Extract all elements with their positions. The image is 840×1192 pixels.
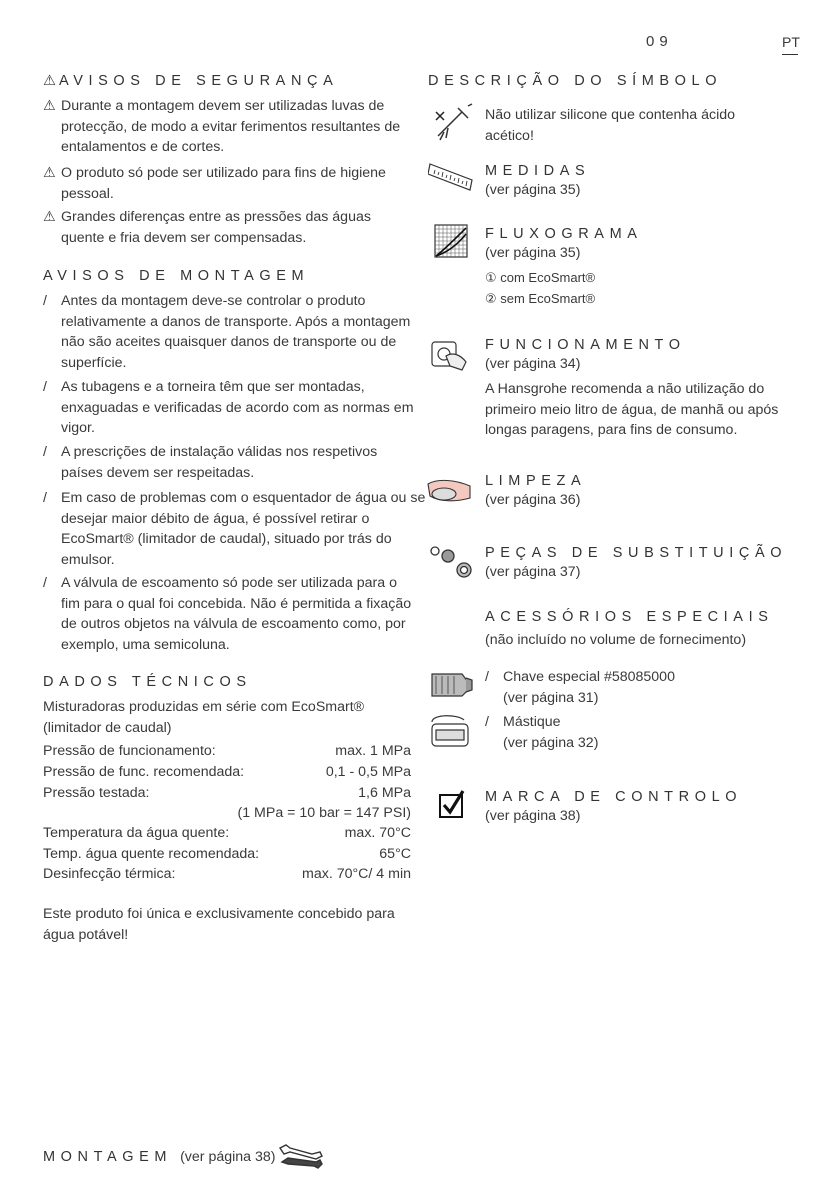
acess-item: [485, 667, 803, 708]
warning-icon: ⚠: [43, 209, 56, 225]
controlo-heading: MARCA DE CONTROLO: [485, 789, 743, 805]
pecas-heading: PEÇAS DE SUBSTITUIÇÃO: [485, 545, 788, 561]
hand-operating-icon: [430, 336, 470, 372]
bullet-slash: /: [43, 379, 47, 395]
medidas-heading: MEDIDAS: [485, 163, 591, 179]
mounting-heading: MONTAGEM: [43, 1149, 173, 1165]
pecas-ref: (ver página 37): [485, 564, 581, 580]
acess-item: [485, 712, 803, 753]
safety-item: ⚠ Grandes diferenças entre as pressões das águas quente e fria devem ser compensadas.: [43, 209, 371, 246]
assembly-item: / A prescrições de instalação válidas nos respetivos países devem ser respeitadas.: [43, 444, 378, 481]
limpeza-ref: (ver página 36): [485, 492, 581, 508]
func-heading: FUNCIONAMENTO: [485, 337, 686, 353]
tech-row: Pressão de func. recomendada: 0,1 - 0,5 MPa: [43, 764, 411, 780]
acess-ref: (não incluído no volume de fornecimento): [485, 632, 747, 648]
wrench-tools-icon: [276, 1142, 324, 1172]
putty-tin-icon: [428, 712, 474, 750]
tech-row: Pressão de funcionamento: max. 1 MPa: [43, 743, 411, 759]
bullet-slash: /: [485, 669, 489, 685]
controlo-ref: (ver página 38): [485, 808, 581, 824]
flow-ref: (ver página 35): [485, 245, 581, 261]
safety-item: ⚠ Durante a montagem devem ser utilizadas luvas de protecção, de modo a evitar ferimentos resultantes de entalamentos e de cortes.: [43, 98, 401, 155]
tech-row: Pressão testada: 1,6 MPa: [43, 785, 411, 801]
page-number: 09: [646, 33, 673, 50]
mounting-ref: (ver página 38): [180, 1149, 276, 1165]
func-text: A Hansgrohe recomenda a não utilização do primeiro meio litro de água, de manhã ou após longas paragens, para fins de consumo.: [485, 381, 779, 438]
assembly-item: / A válvula de escoamento só pode ser utilizada para o fim para o qual foi concebida. Não é permitida a fixação de outros objetos na válvula de escoamento como, por exemplo, uma semicoluna.: [43, 575, 412, 653]
tech-row: Temp. água quente recomendada: 65°C: [43, 846, 411, 862]
tech-row: Temperatura da água quente: max. 70°C: [43, 825, 411, 841]
language-underline: [782, 54, 798, 55]
bullet-slash: /: [43, 490, 47, 506]
safety-heading: ⚠ AVISOS DE SEGURANÇA: [43, 73, 339, 89]
mounting-footer: [43, 1147, 276, 1168]
tech-intro: Misturadoras produzidas em série com EcoSmart® (limitador de caudal): [43, 699, 365, 736]
bullet-slash: /: [43, 444, 47, 460]
tech-heading: DADOS TÉCNICOS: [43, 674, 252, 690]
bullet-slash: /: [43, 575, 47, 591]
warning-icon: ⚠: [43, 73, 56, 89]
acess-heading: ACESSÓRIOS ESPECIAIS: [485, 609, 774, 625]
tech-note: Este produto foi única e exclusivamente concebido para água potável!: [43, 906, 395, 943]
safety-item: ⚠ O produto só pode ser utilizado para fins de higiene pessoal.: [43, 165, 386, 202]
tech-row: (1 MPa = 10 bar = 147 PSI): [237, 805, 411, 821]
func-ref: (ver página 34): [485, 356, 581, 372]
acess-item-ref: (ver página 31): [503, 689, 599, 706]
flow-option-1: ① com EcoSmart®: [485, 270, 596, 285]
symbols-heading: DESCRIÇÃO DO SÍMBOLO: [428, 73, 723, 89]
tech-row: Desinfecção térmica: max. 70°C/ 4 min: [43, 866, 411, 882]
assembly-heading: AVISOS DE MONTAGEM: [43, 268, 310, 284]
bullet-slash: /: [485, 714, 489, 730]
language-code: PT: [782, 34, 800, 50]
assembly-item: / Antes da montagem deve-se controlar o produto relativamente a danos de transporte. Após a montagem não são aceites quaisquer danos de transporte ou de superfície.: [43, 293, 411, 371]
bullet-slash: /: [43, 293, 47, 309]
silicone-text: Não utilizar silicone que contenha ácido acético!: [485, 107, 736, 144]
ruler-icon: [428, 160, 474, 194]
assembly-item: / As tubagens e a torneira têm que ser montadas, enxaguadas e verificadas de acordo com as normas em vigor.: [43, 379, 414, 436]
spare-parts-icon: [428, 542, 474, 578]
flow-chart-icon: [434, 224, 468, 258]
warning-icon: ⚠: [43, 165, 56, 181]
cleaning-hand-icon: [426, 474, 472, 508]
flow-option-2: ② sem EcoSmart®: [485, 291, 596, 306]
acess-item-name: Chave especial #58085000: [503, 669, 675, 685]
check-mark-icon: [438, 789, 466, 819]
limpeza-heading: LIMPEZA: [485, 473, 587, 489]
medidas-ref: (ver página 35): [485, 182, 581, 198]
acess-item-ref: (ver página 32): [503, 734, 599, 751]
assembly-item: / Em caso de problemas com o esquentador de água ou se desejar maior débito de água, é possível retirar o EcoSmart® (limitador de caudal), situado por trás do emulsor.: [43, 490, 426, 568]
language-tab: [782, 32, 800, 55]
flow-heading: FLUXOGRAMA: [485, 226, 643, 242]
silicone-gun-icon: [430, 102, 476, 142]
acess-item-name: Mástique: [503, 714, 561, 730]
special-key-icon: [428, 668, 474, 702]
warning-icon: ⚠: [43, 98, 56, 114]
